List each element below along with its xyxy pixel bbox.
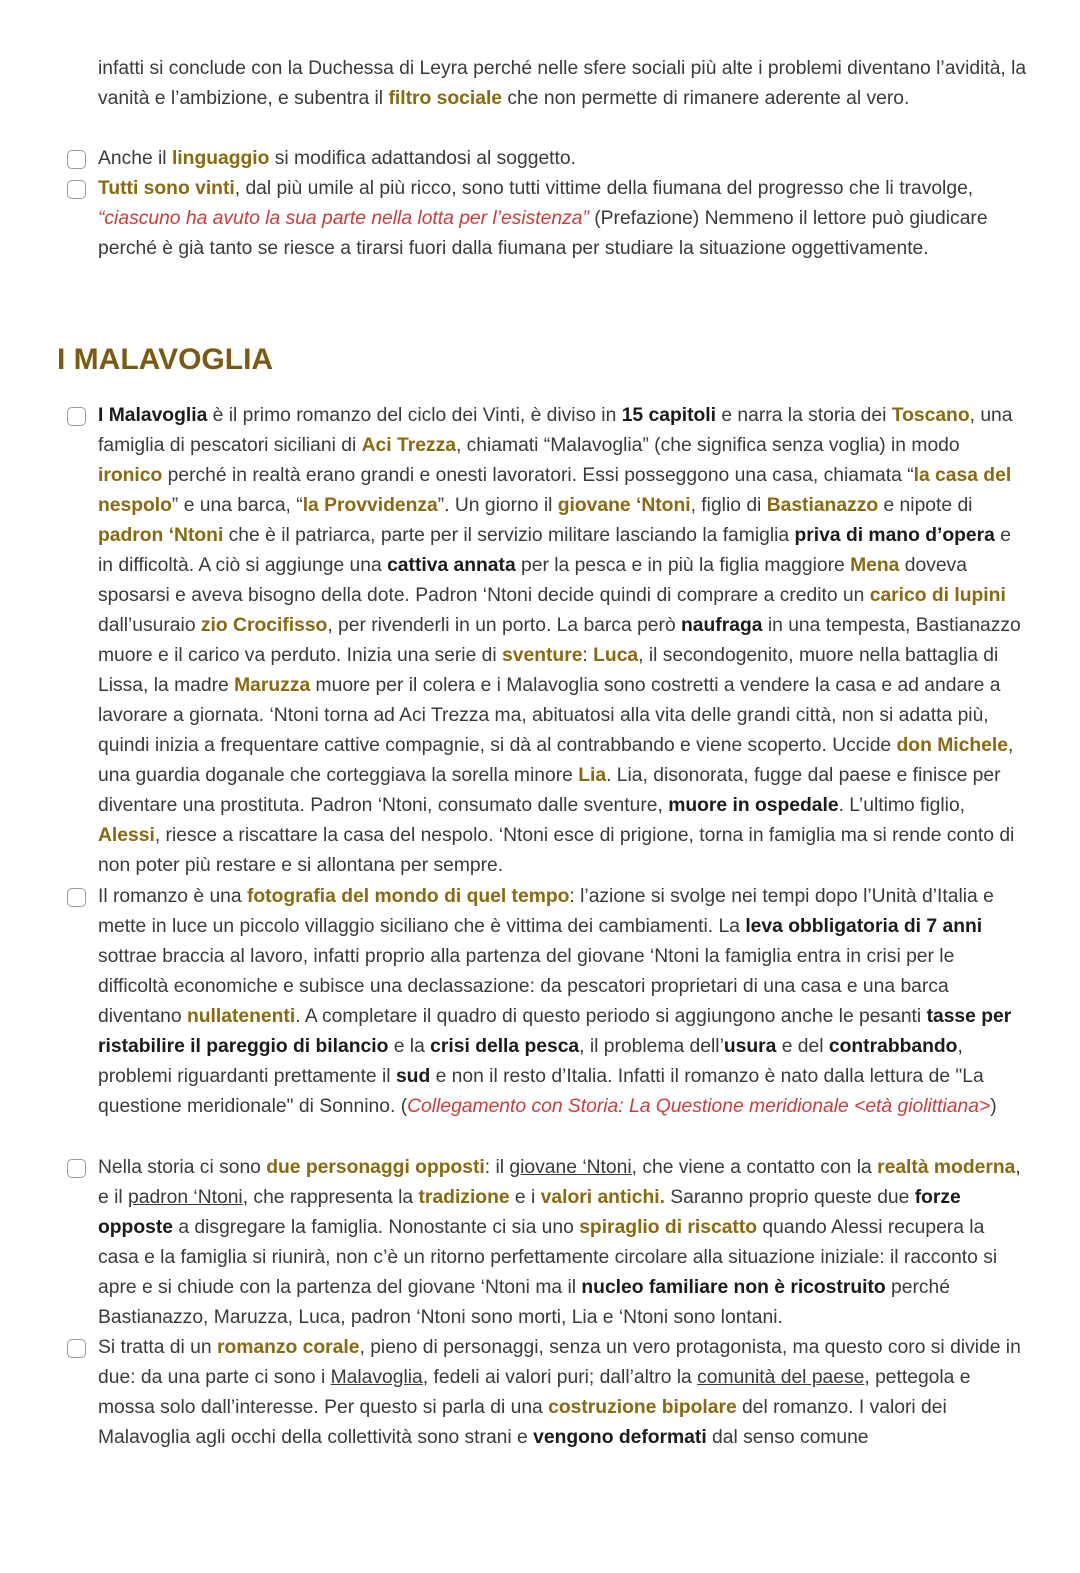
text-run: e narra la storia dei (716, 405, 892, 426)
text-run: muore per il colera e i Malavoglia sono costretti a vendere la casa e ad andare a lavorare a giornata. ‘Ntoni torna ad Aci Trezza ma, abituatosi alla vita delle grandi città, non si adatta più, quindi inizia a frequentare cattive compagnie, si dà al contrabbando e viene scoperto. Uccide (98, 675, 1001, 756)
text-run: e la (388, 1036, 431, 1057)
text-run: , il problema dell’ (579, 1036, 724, 1057)
emphasis-gold: zio Crocifisso (200, 615, 328, 636)
emphasis-bold: vengono deformati (533, 1427, 707, 1448)
text-run: , pieno di personaggi, senza un vero protagonista, ma questo coro si divide in due: da una parte ci sono i (98, 1337, 1021, 1388)
text-run: Nella storia ci sono (98, 1157, 267, 1178)
text-run: , che rappresenta la (242, 1187, 419, 1208)
text-run: , pettegola e mossa solo dall’interesse. Per questo si parla di una (98, 1367, 971, 1418)
text-run: del romanzo. I valori dei Malavoglia agli occhi della collettività sono strani e (98, 1397, 947, 1448)
text-run: , figlio di (690, 495, 767, 516)
emphasis-bold: priva di mano d’opera (794, 525, 995, 546)
text-run: dal senso comune (706, 1427, 869, 1448)
text-run: Il romanzo è una (98, 886, 247, 907)
text-run: , fedeli ai valori puri; dall’altro la (422, 1367, 698, 1388)
text-run: e del (776, 1036, 829, 1057)
checkbox-tutti-vinti[interactable] (67, 180, 86, 199)
text-run: si modifica adattandosi al soggetto. (269, 148, 576, 169)
emphasis-bold: usura (723, 1036, 777, 1057)
text-run: : il (484, 1157, 510, 1178)
text-run: a disgregare la famiglia. Nonostante ci sia uno (172, 1217, 580, 1238)
text-run: è il primo romanzo del ciclo dei Vinti, è diviso in (207, 405, 622, 426)
emphasis-gold: Mena (850, 555, 900, 576)
paragraph-filtro-sociale (98, 54, 1028, 114)
emphasis-bold: contrabbando (828, 1036, 958, 1057)
text-run: , una famiglia di pescatori siciliani di (98, 405, 1013, 456)
emphasis-gold: Luca (593, 645, 639, 666)
emphasis-gold: la Provvidenza (302, 495, 438, 516)
text-run: sottrae braccia al lavoro, infatti proprio alla partenza del giovane ‘Ntoni la famiglia entra in crisi per le difficoltà economiche e subisce una declassazione: da pescatori proprietari di una casa e una barca diventano (98, 946, 955, 1027)
underlined: comunità del paese (697, 1367, 865, 1388)
text-run: che è il patriarca, parte per il servizio militare lasciando la famiglia (223, 525, 795, 546)
emphasis-gold: fotografia del mondo di quel tempo (246, 886, 570, 907)
text-run: , che viene a contatto con la (631, 1157, 878, 1178)
emphasis-gold: Aci Trezza (361, 435, 456, 456)
emphasis-gold: filtro sociale (388, 88, 503, 109)
text-run: : (582, 645, 594, 666)
text-run: perché in realtà erano grandi e onesti lavoratori. Essi posseggono una casa, chiamata “ (162, 465, 914, 486)
text-run: per la pesca e in più la figlia maggiore (515, 555, 851, 576)
text-run: , chiamati “Malavoglia” (che significa senza voglia) in modo (455, 435, 960, 456)
emphasis-gold: valori antichi. (540, 1187, 665, 1208)
emphasis-gold: spiraglio di riscatto (579, 1217, 758, 1238)
emphasis-gold: Maruzza (234, 675, 311, 696)
text-run: che non permette di rimanere aderente al vero. (502, 88, 910, 109)
bullet-trama (98, 401, 1028, 881)
bullet-personaggi-opposti (98, 1153, 1028, 1333)
emphasis-gold: la casa del nespolo (98, 465, 1012, 516)
emphasis-gold: due personaggi opposti (266, 1157, 485, 1178)
emphasis-bold: leva obbligatoria di 7 anni (745, 916, 983, 937)
text-run: e nipote di (878, 495, 973, 516)
text-run: (Prefazione) Nemmeno il lettore può giudicare perché è già tanto se riesce a tirarsi fuori dalla fiumana per studiare la situazione oggettivamente. (98, 208, 988, 259)
text-run: . A completare il quadro di questo periodo si aggiungono anche le pesanti (295, 1006, 927, 1027)
checkbox-romanzo-corale[interactable] (67, 1339, 86, 1358)
emphasis-gold: carico di lupini (869, 585, 1006, 606)
emphasis-gold: Toscano (891, 405, 970, 426)
underlined: giovane ‘Ntoni (509, 1157, 632, 1178)
text-run: ” e una barca, “ (171, 495, 303, 516)
text-run: doveva sposarsi e aveva bisogno della dote. Padron ‘Ntoni decide quindi di comprare a credito un (98, 555, 967, 606)
text-run: , per rivenderli in un porto. La barca però (327, 615, 682, 636)
text-run: perché Bastianazzo, Maruzza, Luca, padron ‘Ntoni sono morti, Lia e ‘Ntoni sono lontani. (98, 1277, 950, 1328)
text-run: . Lia, disonorata, fugge dal paese e finisce per diventare una prostituta. Padron ‘Ntoni, consumato dalle sventure, (98, 765, 1001, 816)
text-run: quando Alessi recupera la casa e la famiglia si riunirà, non c’è un ritorno perfettamente circolare alla situazione iniziale: il racconto si apre e si chiude con la partenza del giovane ‘Ntoni ma il (98, 1217, 998, 1298)
emphasis-bold: nucleo familiare non è ricostruito (581, 1277, 886, 1298)
text-run: in una tempesta, Bastianazzo muore e il carico va perduto. Inizia una serie di (98, 615, 1021, 666)
checkbox-trama[interactable] (67, 407, 86, 426)
citation-red: Collegamento con Storia: La Questione meridionale <età giolittiana> (407, 1096, 991, 1117)
checkbox-personaggi-opposti[interactable] (67, 1159, 86, 1178)
text-run: e i (509, 1187, 541, 1208)
emphasis-bold: muore in ospedale (668, 795, 839, 816)
text-run: ”. Un giorno il (437, 495, 558, 516)
emphasis-gold: linguaggio (171, 148, 270, 169)
emphasis-gold: romanzo corale (216, 1337, 360, 1358)
emphasis-gold: sventure (502, 645, 583, 666)
text-run: e non il resto d’Italia. Infatti il romanzo è nato dalla lettura de "La questione meridionale" di Sonnino. ( (98, 1066, 984, 1117)
text-run: dall’usuraio (98, 615, 201, 636)
emphasis-gold: ironico (98, 465, 163, 486)
checkbox-linguaggio[interactable] (67, 150, 86, 169)
emphasis-bold: naufraga (681, 615, 763, 636)
emphasis-gold: realtà moderna (877, 1157, 1016, 1178)
emphasis-gold: tradizione (418, 1187, 510, 1208)
text-run: : l’azione si svolge nei tempi dopo l’Unità d’Italia e mette in luce un piccolo villaggio siciliano che è vittima dei cambiamenti. La (98, 886, 994, 937)
bullet-fotografia (98, 882, 1028, 1122)
emphasis-gold: Alessi (98, 825, 155, 846)
bullet-linguaggio (98, 144, 1028, 174)
emphasis-bold: crisi della pesca (430, 1036, 580, 1057)
emphasis-gold: nullatenenti (186, 1006, 296, 1027)
emphasis-bold: I Malavoglia (98, 405, 208, 426)
text-run: , il secondogenito, muore nella battaglia di Lissa, la madre (98, 645, 999, 696)
text-run: ) (990, 1096, 997, 1117)
bullet-romanzo-corale (98, 1333, 1028, 1453)
emphasis-gold: giovane ‘Ntoni (557, 495, 691, 516)
text-run: . L’ultimo figlio, (838, 795, 966, 816)
text-run: Saranno proprio queste due (664, 1187, 915, 1208)
text-run: e in difficoltà. A ciò si aggiunge una (98, 525, 1011, 576)
text-run: , e il (98, 1157, 1021, 1208)
citation-red: “ciascuno ha avuto la sua parte nella lotta per l’esistenza” (98, 208, 589, 229)
emphasis-gold: padron ‘Ntoni (98, 525, 224, 546)
emphasis-bold: 15 capitoli (621, 405, 716, 426)
text-run: Si tratta di un (98, 1337, 217, 1358)
text-run: , dal più umile al più ricco, sono tutti vittime della fiumana del progresso che li travolge, (234, 178, 974, 199)
text-run: , una guardia doganale che corteggiava la sorella minore (98, 735, 1014, 786)
emphasis-bold: sud (395, 1066, 431, 1087)
text-run: , riesce a riscattare la casa del nespolo. ‘Ntoni esce di prigione, torna in famiglia ma si rende conto di non poter più restare e si allontana per sempre. (98, 825, 1015, 876)
emphasis-gold: Tutti sono vinti (98, 178, 235, 199)
section-title: I MALAVOGLIA (57, 343, 274, 376)
underlined: padron ‘Ntoni (128, 1187, 243, 1208)
emphasis-bold: cattiva annata (387, 555, 516, 576)
text-run: infatti si conclude con la Duchessa di Leyra perché nelle sfere sociali più alte i problemi diventano l’avidità, la vanità e l’ambizione, e subentra il (98, 58, 1027, 109)
text-run: , problemi riguardanti prettamente il (98, 1036, 963, 1087)
emphasis-bold: tasse per ristabilire il pareggio di bilancio (98, 1006, 1012, 1057)
emphasis-gold: don Michele (896, 735, 1008, 756)
emphasis-gold: costruzione bipolare (548, 1397, 737, 1418)
underlined: Malavoglia (330, 1367, 423, 1388)
emphasis-gold: Lia (578, 765, 607, 786)
emphasis-bold: forze opposte (98, 1187, 961, 1238)
checkbox-fotografia[interactable] (67, 888, 86, 907)
emphasis-gold: Bastianazzo (766, 495, 879, 516)
text-run: Anche il (98, 148, 172, 169)
bullet-tutti-vinti (98, 174, 1028, 264)
